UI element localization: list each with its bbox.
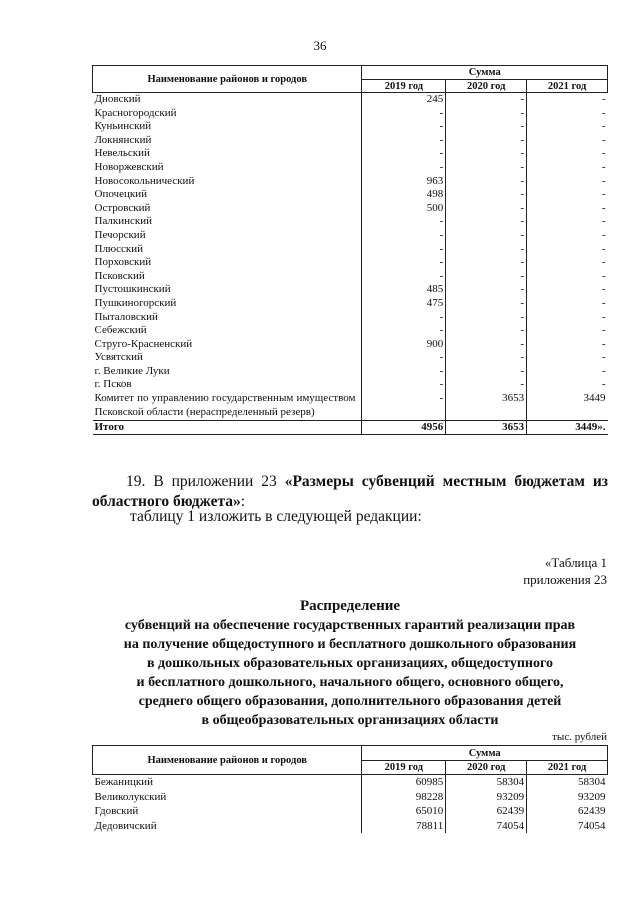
value-2021: - bbox=[601, 269, 606, 282]
value-2020: - bbox=[446, 283, 527, 297]
value-2021: - bbox=[601, 201, 606, 214]
value-2021: - bbox=[601, 93, 606, 105]
table-row bbox=[93, 365, 608, 379]
total-2019: 4956 bbox=[362, 420, 446, 435]
value-2020: - bbox=[446, 243, 527, 257]
value-2021: - bbox=[601, 324, 606, 337]
table-body bbox=[93, 93, 608, 435]
table-row bbox=[93, 324, 608, 338]
row-name: Порховский bbox=[93, 256, 362, 270]
table-row bbox=[93, 819, 608, 834]
value-2021: - bbox=[601, 120, 606, 133]
table-row bbox=[93, 256, 608, 270]
value-2019: - bbox=[362, 215, 446, 229]
value-2020: 3653 bbox=[446, 392, 527, 420]
value-2021: - bbox=[601, 228, 606, 241]
table-row bbox=[93, 93, 608, 107]
value-2020: - bbox=[446, 256, 527, 270]
title-line: Распределение bbox=[299, 598, 401, 614]
paragraph-19-prefix: 19. В приложении 23 bbox=[126, 473, 285, 490]
table-row bbox=[93, 804, 608, 819]
table-row bbox=[93, 392, 608, 420]
value-2019: - bbox=[362, 107, 446, 121]
table-row bbox=[93, 297, 608, 311]
value-2020: - bbox=[446, 351, 527, 365]
value-2021: - bbox=[601, 188, 606, 201]
value-2021: - bbox=[601, 310, 606, 323]
row-name: Комитет по управлению государственным имуществом Псковской области (нераспределенный резерв) bbox=[93, 392, 362, 420]
total-row bbox=[93, 420, 608, 435]
value-2021: - bbox=[601, 296, 606, 309]
value-2021: - bbox=[601, 242, 606, 255]
table-row bbox=[93, 147, 608, 161]
value-2020: 93209 bbox=[446, 790, 527, 805]
table-row bbox=[93, 161, 608, 175]
table-row bbox=[93, 311, 608, 325]
value-2019: - bbox=[362, 256, 446, 270]
value-2020: - bbox=[446, 338, 527, 352]
paragraph-19 bbox=[92, 472, 608, 512]
value-2021: - bbox=[601, 378, 606, 391]
value-2019: 65010 bbox=[362, 804, 446, 819]
value-2020: - bbox=[446, 107, 527, 121]
section-title bbox=[92, 597, 608, 730]
value-2021: - bbox=[601, 351, 606, 364]
value-2019: - bbox=[362, 378, 446, 392]
row-name: Островский bbox=[93, 202, 362, 216]
paragraph-19-suffix: : bbox=[240, 493, 246, 510]
column-header-2019: 2019 год bbox=[362, 761, 446, 775]
value-2021: 74054 bbox=[578, 819, 606, 832]
value-2020: - bbox=[446, 202, 527, 216]
value-2019: - bbox=[362, 134, 446, 148]
value-2020: 74054 bbox=[446, 819, 527, 834]
column-header-2021: 2021 год bbox=[527, 761, 608, 775]
table-body bbox=[93, 775, 608, 834]
table-row bbox=[93, 351, 608, 365]
row-name: Красногородский bbox=[93, 107, 362, 121]
title-line: на получение общедоступного и бесплатного дошкольного образования bbox=[123, 637, 577, 652]
row-name: Себежский bbox=[93, 324, 362, 338]
table-row bbox=[93, 338, 608, 352]
title-line: субвенций на обеспечение государственных гарантий реализации прав bbox=[124, 618, 576, 633]
column-header-name: Наименование районов и городов bbox=[93, 746, 362, 775]
value-2020: - bbox=[446, 229, 527, 243]
row-name: Пустошкинский bbox=[93, 283, 362, 297]
table-row bbox=[93, 215, 608, 229]
table-reference-line2: приложения 23 bbox=[523, 572, 607, 587]
appendix-title: «Размеры субвенций местным бюджетам из областного бюджета» bbox=[92, 473, 609, 510]
value-2021: - bbox=[601, 256, 606, 269]
row-name: Великолукский bbox=[93, 790, 362, 805]
table-row bbox=[93, 188, 608, 202]
table-row bbox=[93, 790, 608, 805]
row-name: Невельский bbox=[93, 147, 362, 161]
value-2019: 963 bbox=[362, 175, 446, 189]
value-2021: - bbox=[601, 337, 606, 350]
value-2020: - bbox=[446, 311, 527, 325]
value-2019: - bbox=[362, 365, 446, 379]
table-row bbox=[93, 134, 608, 148]
value-2021: - bbox=[601, 283, 606, 296]
total-2021: 3449». bbox=[527, 420, 608, 435]
value-2020: - bbox=[446, 175, 527, 189]
value-2019: 498 bbox=[362, 188, 446, 202]
column-header-2019: 2019 год bbox=[362, 80, 446, 93]
value-2021: 58304 bbox=[578, 776, 606, 788]
column-header-name: Наименование районов и городов bbox=[93, 66, 362, 93]
title-line: в дошкольных образовательных организациях, общедоступного bbox=[146, 656, 554, 671]
value-2020: - bbox=[446, 215, 527, 229]
value-2019: - bbox=[362, 147, 446, 161]
table-row bbox=[93, 283, 608, 297]
value-2021: - bbox=[601, 133, 606, 146]
value-2021: - bbox=[601, 106, 606, 119]
column-header-2021: 2021 год bbox=[527, 80, 608, 93]
value-2020: - bbox=[446, 270, 527, 284]
value-2020: 62439 bbox=[446, 804, 527, 819]
subsidy-table-2 bbox=[92, 745, 608, 833]
table-row bbox=[93, 120, 608, 134]
row-name: Пыталовский bbox=[93, 311, 362, 325]
table-row bbox=[93, 175, 608, 189]
table-row bbox=[93, 229, 608, 243]
value-2020: - bbox=[446, 365, 527, 379]
row-name: Дедовичский bbox=[93, 819, 362, 834]
column-header-2020: 2020 год bbox=[446, 80, 527, 93]
value-2019: - bbox=[362, 161, 446, 175]
total-label: Итого bbox=[93, 420, 362, 435]
page-number: 36 bbox=[313, 38, 327, 53]
value-2019: 900 bbox=[362, 338, 446, 352]
value-2020: 58304 bbox=[446, 775, 527, 790]
value-2019: - bbox=[362, 392, 446, 420]
value-2021: - bbox=[601, 215, 606, 228]
value-2020: - bbox=[446, 134, 527, 148]
table-row bbox=[93, 378, 608, 392]
value-2021: 3449 bbox=[583, 392, 606, 405]
value-2020: - bbox=[446, 378, 527, 392]
row-name: Новоржевский bbox=[93, 161, 362, 175]
value-2021: 62439 bbox=[578, 805, 606, 817]
row-name: Пушкиногорский bbox=[93, 297, 362, 311]
value-2019: - bbox=[362, 229, 446, 243]
table-reference bbox=[523, 554, 607, 588]
value-2019: - bbox=[362, 120, 446, 134]
table-reference-line1: «Таблица 1 bbox=[544, 555, 607, 570]
value-2021: - bbox=[601, 160, 606, 173]
value-2019: - bbox=[362, 324, 446, 338]
row-name: Куньинский bbox=[93, 120, 362, 134]
value-2019: 500 bbox=[362, 202, 446, 216]
value-2019: 485 bbox=[362, 283, 446, 297]
value-2021: 93209 bbox=[578, 790, 606, 803]
column-header-sum: Сумма bbox=[362, 66, 608, 80]
column-header-sum: Сумма bbox=[362, 746, 608, 761]
value-2019: 60985 bbox=[362, 775, 446, 790]
title-line: в общеобразовательных организациях области bbox=[201, 713, 499, 728]
title-line: среднего общего образования, дополнительного образования детей bbox=[138, 694, 562, 709]
value-2019: - bbox=[362, 311, 446, 325]
value-2020: - bbox=[446, 147, 527, 161]
value-2021: - bbox=[601, 174, 606, 187]
units-label: тыс. рублей bbox=[552, 731, 607, 743]
row-name: Плюсский bbox=[93, 243, 362, 257]
row-name: Гдовский bbox=[93, 804, 362, 819]
value-2020: - bbox=[446, 93, 527, 107]
value-2020: - bbox=[446, 297, 527, 311]
value-2019: - bbox=[362, 243, 446, 257]
value-2019: 475 bbox=[362, 297, 446, 311]
value-2019: 98228 bbox=[362, 790, 446, 805]
table-row bbox=[93, 202, 608, 216]
row-name: Дновский bbox=[93, 93, 362, 107]
title-line: и бесплатного дошкольного, начального общего, основного общего, bbox=[136, 675, 564, 690]
subsidy-table-1 bbox=[92, 65, 608, 435]
table-row bbox=[93, 243, 608, 257]
value-2020: - bbox=[446, 161, 527, 175]
row-name: г. Великие Луки bbox=[93, 365, 362, 379]
row-name: Новосокольнический bbox=[93, 175, 362, 189]
value-2021: - bbox=[601, 364, 606, 377]
value-2019: - bbox=[362, 351, 446, 365]
value-2021: - bbox=[601, 147, 606, 160]
table-row bbox=[93, 775, 608, 790]
value-2019: 245 bbox=[362, 93, 446, 107]
row-name: Псковский bbox=[93, 270, 362, 284]
table-row bbox=[93, 270, 608, 284]
row-name: г. Псков bbox=[93, 378, 362, 392]
column-header-2020: 2020 год bbox=[446, 761, 527, 775]
value-2019: - bbox=[362, 270, 446, 284]
value-2019: 78811 bbox=[362, 819, 446, 834]
row-name: Локнянский bbox=[93, 134, 362, 148]
row-name: Опочецкий bbox=[93, 188, 362, 202]
total-2020: 3653 bbox=[446, 420, 527, 435]
paragraph-19-line2: таблицу 1 изложить в следующей редакции: bbox=[130, 508, 422, 525]
row-name: Палкинский bbox=[93, 215, 362, 229]
row-name: Усвятский bbox=[93, 351, 362, 365]
row-name: Струго-Красненский bbox=[93, 338, 362, 352]
row-name: Бежаницкий bbox=[93, 775, 362, 790]
value-2020: - bbox=[446, 324, 527, 338]
table-row bbox=[93, 107, 608, 121]
value-2020: - bbox=[446, 120, 527, 134]
row-name: Печорский bbox=[93, 229, 362, 243]
value-2020: - bbox=[446, 188, 527, 202]
